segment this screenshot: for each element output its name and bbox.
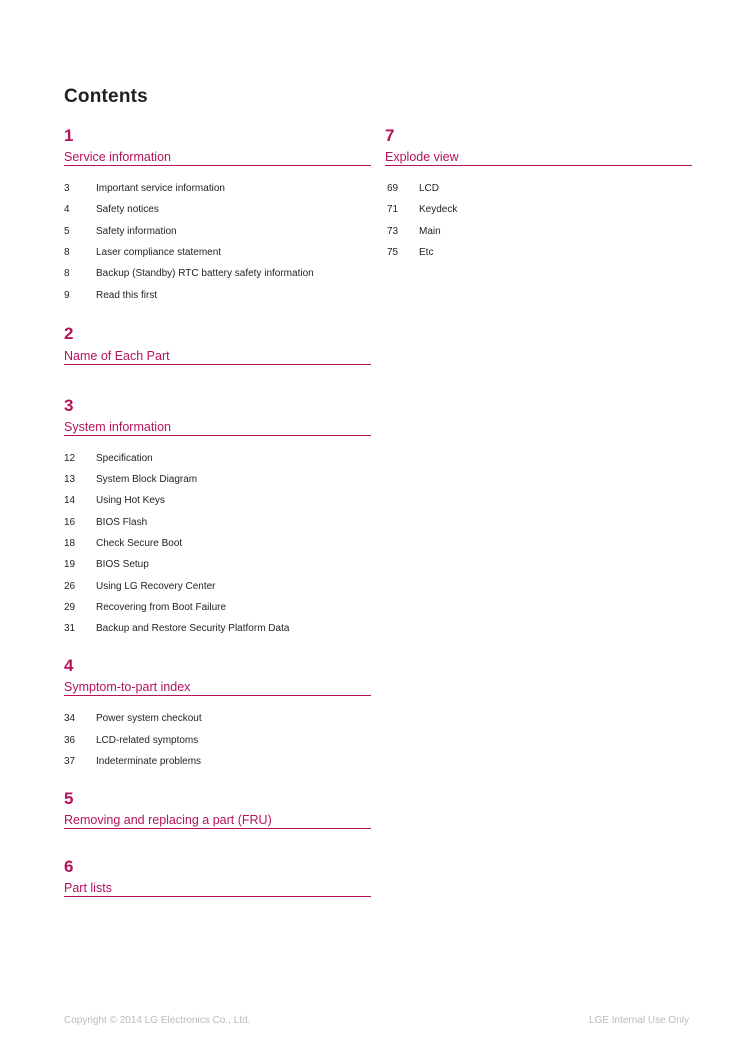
toc-page-number: 37 xyxy=(64,756,76,767)
toc-page-number: 36 xyxy=(64,735,76,746)
section-5-number: 5 xyxy=(64,789,74,808)
toc-page-number: 73 xyxy=(387,226,399,237)
section-2-title[interactable]: Name of Each Part xyxy=(64,349,371,365)
section-4-number: 4 xyxy=(64,656,74,675)
section-6-number: 6 xyxy=(64,857,74,876)
toc-page-number: 29 xyxy=(64,602,76,613)
toc-entry-label: Keydeck xyxy=(419,204,458,215)
toc-entry-label: Main xyxy=(419,226,441,237)
toc-entry-label: Power system checkout xyxy=(96,713,202,724)
toc-page-number: 8 xyxy=(64,268,70,279)
toc-entry-label: Etc xyxy=(419,247,434,258)
toc-entry-label: Backup (Standby) RTC battery safety information xyxy=(96,268,314,279)
toc-entry-label: BIOS Setup xyxy=(96,559,149,570)
toc-page-number: 13 xyxy=(64,474,76,485)
toc-entry-label: Using LG Recovery Center xyxy=(96,581,216,592)
toc-page-number: 14 xyxy=(64,495,76,506)
section-2-number: 2 xyxy=(64,324,74,343)
toc-page-number: 5 xyxy=(64,226,70,237)
toc-entry-label: BIOS Flash xyxy=(96,517,148,528)
toc-page-number: 4 xyxy=(64,204,70,215)
toc-page-number: 8 xyxy=(64,247,70,258)
section-1-number: 1 xyxy=(64,126,74,145)
toc-page-number: 75 xyxy=(387,247,399,258)
toc-entry-label: Recovering from Boot Failure xyxy=(96,602,227,613)
toc-page-number: 31 xyxy=(64,623,76,634)
section-3-title[interactable]: System information xyxy=(64,420,371,436)
toc-page-number: 12 xyxy=(64,453,76,464)
toc-page-number: 16 xyxy=(64,517,76,528)
toc-page-number: 19 xyxy=(64,559,76,570)
toc-page-number: 26 xyxy=(64,581,76,592)
toc-page-number: 34 xyxy=(64,713,76,724)
section-4-title[interactable]: Symptom-to-part index xyxy=(64,680,371,696)
section-1-title[interactable]: Service information xyxy=(64,150,371,166)
section-7-number: 7 xyxy=(385,126,395,145)
toc-entry-label: Safety notices xyxy=(96,204,159,215)
toc-entry-label: LCD-related symptoms xyxy=(96,735,199,746)
toc-page-number: 3 xyxy=(64,183,70,194)
footer-notice: LGE Internal Use Only xyxy=(588,1015,689,1026)
toc-entry-label: Using Hot Keys xyxy=(96,495,165,506)
page-title: Contents xyxy=(64,86,148,107)
footer-copyright: Copyright © 2014 LG Electronics Co., Ltd. xyxy=(64,1015,251,1026)
section-5-title[interactable]: Removing and replacing a part (FRU) xyxy=(64,813,371,829)
toc-page-number: 18 xyxy=(64,538,76,549)
toc-entry-label: Safety information xyxy=(96,226,177,237)
section-3-number: 3 xyxy=(64,396,74,415)
section-6-title[interactable]: Part lists xyxy=(64,881,371,897)
toc-entry-label: Indeterminate problems xyxy=(96,756,202,767)
section-7-title[interactable]: Explode view xyxy=(385,150,692,166)
toc-entry-label: System Block Diagram xyxy=(96,474,198,485)
toc-page-number: 69 xyxy=(387,183,399,194)
toc-entry-label: LCD xyxy=(419,183,440,194)
toc-entry-label: Check Secure Boot xyxy=(96,538,183,549)
toc-entry-label: Read this first xyxy=(96,290,158,301)
toc-page-number: 71 xyxy=(387,204,399,215)
toc-entry-label: Important service information xyxy=(96,183,225,194)
toc-page-number: 9 xyxy=(64,290,70,301)
toc-entry-label: Laser compliance statement xyxy=(96,247,222,258)
toc-entry-label: Specification xyxy=(96,453,153,464)
toc-entry-label: Backup and Restore Security Platform Data xyxy=(96,623,290,634)
